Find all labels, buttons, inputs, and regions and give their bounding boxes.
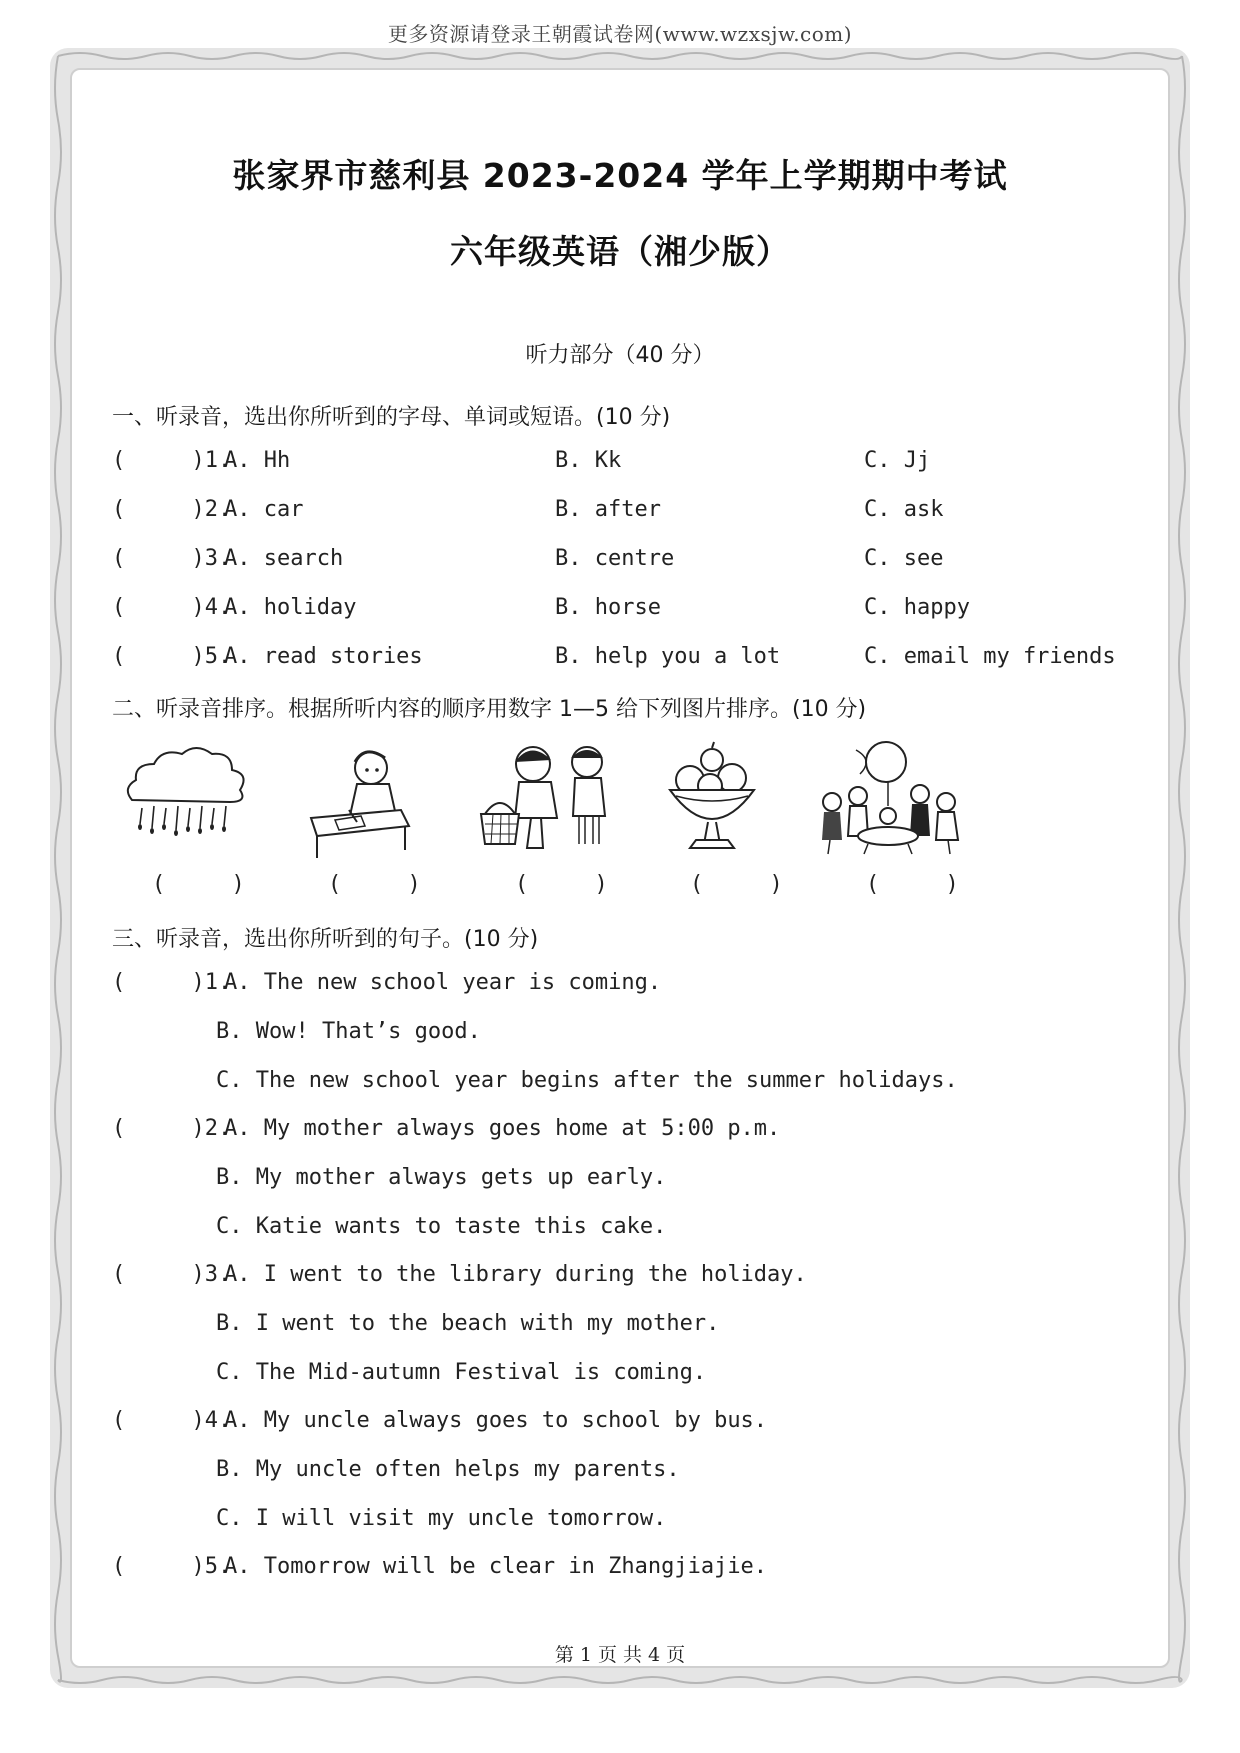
- option-b: B. I went to the beach with my mother.: [216, 1311, 720, 1336]
- answer-blank[interactable]: ( )1.: [112, 970, 232, 995]
- option-a: A. My uncle always goes to school by bus.: [224, 1408, 768, 1433]
- option-c: C. email my friends: [864, 644, 1116, 669]
- decorative-border: [50, 48, 1190, 1688]
- s1-question-1: [112, 448, 1142, 478]
- s3-question-4: [112, 1408, 1142, 1438]
- option-a: A. holiday: [224, 595, 357, 620]
- option-b: B. Wow! That’s good.: [216, 1019, 481, 1044]
- option-b: B. after: [555, 497, 661, 522]
- s3-question-2: [112, 1116, 1142, 1146]
- option-c: C. Jj: [864, 448, 931, 473]
- option-c: C. Katie wants to taste this cake.: [216, 1214, 667, 1239]
- s3-question-5: [112, 1554, 1142, 1584]
- picture-blank-4[interactable]: ( ): [690, 872, 783, 897]
- s1-question-5: [112, 644, 1142, 674]
- exam-title: 张家界市慈利县 2023-2024 学年上学期期中考试: [232, 156, 1008, 195]
- answer-blank[interactable]: ( )4.: [112, 595, 232, 620]
- children-basket-picture: [475, 740, 625, 852]
- answer-blank[interactable]: ( )5.: [112, 1554, 232, 1579]
- answer-blank[interactable]: ( )5.: [112, 644, 232, 669]
- option-b: B. Kk: [555, 448, 622, 473]
- option-a: A. car: [224, 497, 304, 522]
- s1-question-3: [112, 546, 1142, 576]
- option-c: C. The new school year begins after the summer holidays.: [216, 1068, 958, 1093]
- option-a: A. search: [224, 546, 344, 571]
- picture-blank-5[interactable]: ( ): [866, 872, 959, 897]
- option-c: C. The Mid-autumn Festival is coming.: [216, 1360, 707, 1385]
- picture-blank-3[interactable]: ( ): [515, 872, 608, 897]
- option-a: A. Tomorrow will be clear in Zhangjiajie.: [224, 1554, 768, 1579]
- fruit-bowl-picture: [668, 740, 758, 855]
- s1-question-2: [112, 497, 1142, 527]
- option-a: A. I went to the library during the holiday.: [224, 1262, 807, 1287]
- part-heading: 听力部分（40 分）: [525, 343, 715, 368]
- option-a: A. read stories: [224, 644, 423, 669]
- picture-blank-2[interactable]: ( ): [328, 872, 421, 897]
- answer-blank[interactable]: ( )3.: [112, 546, 232, 571]
- option-c: C. happy: [864, 595, 970, 620]
- option-a: A. Hh: [224, 448, 291, 473]
- answer-blank[interactable]: ( )2.: [112, 1116, 232, 1141]
- exam-subtitle: 六年级英语（湘少版）: [450, 232, 790, 271]
- option-a: A. The new school year is coming.: [224, 970, 662, 995]
- s3-question-1: [112, 970, 1142, 1000]
- section1-heading: 一、听录音，选出你所听到的字母、单词或短语。(10 分): [112, 405, 671, 430]
- answer-blank[interactable]: ( )4.: [112, 1408, 232, 1433]
- option-b: B. My mother always gets up early.: [216, 1165, 667, 1190]
- answer-blank[interactable]: ( )1.: [112, 448, 232, 473]
- section2-heading: 二、听录音排序。根据所听内容的顺序用数字 1—5 给下列图片排序。(10 分): [112, 697, 867, 722]
- option-b: B. help you a lot: [555, 644, 781, 669]
- top-note: 更多资源请登录王朝霞试卷网(www.wzxsjw.com): [387, 22, 853, 46]
- option-c: C. see: [864, 546, 944, 571]
- s1-question-4: [112, 595, 1142, 625]
- section3-heading: 三、听录音，选出你所听到的句子。(10 分): [112, 927, 539, 952]
- boy-writing-picture: [305, 740, 415, 858]
- mid-autumn-family-picture: [812, 740, 967, 856]
- picture-blank-1[interactable]: ( ): [152, 872, 245, 897]
- s3-question-3: [112, 1262, 1142, 1292]
- option-b: B. My uncle often helps my parents.: [216, 1457, 680, 1482]
- answer-blank[interactable]: ( )2.: [112, 497, 232, 522]
- option-c: C. ask: [864, 497, 944, 522]
- option-a: A. My mother always goes home at 5:00 p.m.: [224, 1116, 781, 1141]
- option-b: B. horse: [555, 595, 661, 620]
- option-c: C. I will visit my uncle tomorrow.: [216, 1506, 667, 1531]
- answer-blank[interactable]: ( )3.: [112, 1262, 232, 1287]
- rain-cloud-picture: [120, 740, 255, 850]
- page-footer: 第 1 页 共 4 页: [554, 1644, 686, 1666]
- option-b: B. centre: [555, 546, 675, 571]
